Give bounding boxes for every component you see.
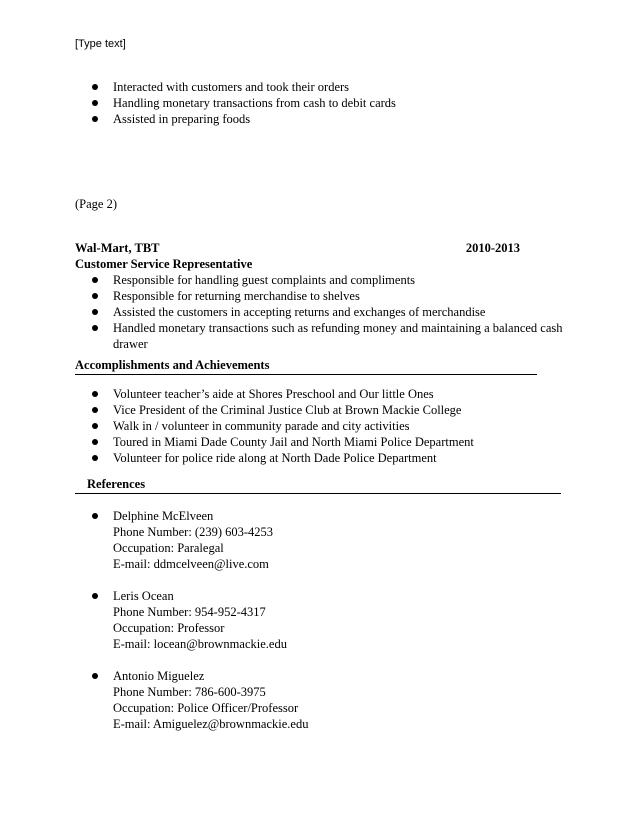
reference-occupation: Occupation: Professor — [113, 621, 225, 635]
list-item: Assisted in preparing foods — [75, 111, 575, 127]
reference-occupation: Occupation: Police Officer/Professor — [113, 701, 299, 715]
list-item: Responsible for handling guest complaints and compliments — [75, 272, 570, 288]
reference-email: E-mail: locean@brownmackie.edu — [113, 637, 287, 651]
section-heading-references: References — [75, 476, 561, 494]
bullet-icon — [92, 673, 98, 679]
list-item: Handled monetary transactions such as refunding money and maintaining a balanced cash drawer — [75, 320, 570, 352]
list-item: Toured in Miami Dade County Jail and North Miami Police Department — [75, 434, 575, 450]
employment-dates: 2010-2013 — [465, 241, 520, 255]
bullet-icon — [92, 391, 98, 397]
bullet-icon — [92, 325, 98, 331]
reference-phone: Phone Number: 954-952-4317 — [113, 605, 266, 619]
job-header — [75, 240, 520, 256]
reference-occupation: Occupation: Paralegal — [113, 541, 224, 555]
bullet-icon — [92, 309, 98, 315]
employer-name: Wal-Mart, TBT — [75, 241, 160, 255]
job-title: Customer Service Representative — [75, 257, 253, 271]
reference-email: E-mail: Amiguelez@brownmackie.edu — [113, 717, 309, 731]
accomplishments-list — [75, 386, 575, 466]
reference-entry — [75, 668, 575, 732]
bullet-icon — [92, 423, 98, 429]
list-item: Handling monetary transactions from cash to debit cards — [75, 95, 575, 111]
reference-entry — [75, 508, 575, 572]
list-item: Volunteer for police ride along at North Dade Police Department — [75, 450, 575, 466]
list-item: Interacted with customers and took their orders — [75, 79, 575, 95]
bullet-icon — [92, 513, 98, 519]
reference-phone: Phone Number: (239) 603-4253 — [113, 525, 274, 539]
list-item: Volunteer teacher’s aide at Shores Preschool and Our little Ones — [75, 386, 575, 402]
references-list — [75, 508, 575, 748]
list-item: Assisted the customers in accepting returns and exchanges of merchandise — [75, 304, 570, 320]
bullet-icon — [92, 593, 98, 599]
reference-entry — [75, 588, 575, 652]
bullet-icon — [92, 84, 98, 90]
page-label: (Page 2) — [75, 197, 117, 211]
bullet-icon — [92, 455, 98, 461]
reference-name: Leris Ocean — [113, 589, 174, 603]
bullet-icon — [92, 293, 98, 299]
reference-phone: Phone Number: 786-600-3975 — [113, 685, 266, 699]
list-item: Walk in / volunteer in community parade and city activities — [75, 418, 575, 434]
previous-job-duties-list — [75, 79, 575, 127]
bullet-icon — [92, 407, 98, 413]
bullet-icon — [92, 439, 98, 445]
reference-name: Antonio Miguelez — [113, 669, 205, 683]
reference-email: E-mail: ddmcelveen@live.com — [113, 557, 269, 571]
reference-name: Delphine McElveen — [113, 509, 214, 523]
page-header: [Type text] — [75, 38, 126, 50]
bullet-icon — [92, 100, 98, 106]
section-heading-accomplishments: Accomplishments and Achievements — [75, 357, 537, 375]
bullet-icon — [92, 277, 98, 283]
list-item: Responsible for returning merchandise to shelves — [75, 288, 570, 304]
bullet-icon — [92, 116, 98, 122]
job-duties-list — [75, 272, 570, 352]
list-item: Vice President of the Criminal Justice Club at Brown Mackie College — [75, 402, 575, 418]
